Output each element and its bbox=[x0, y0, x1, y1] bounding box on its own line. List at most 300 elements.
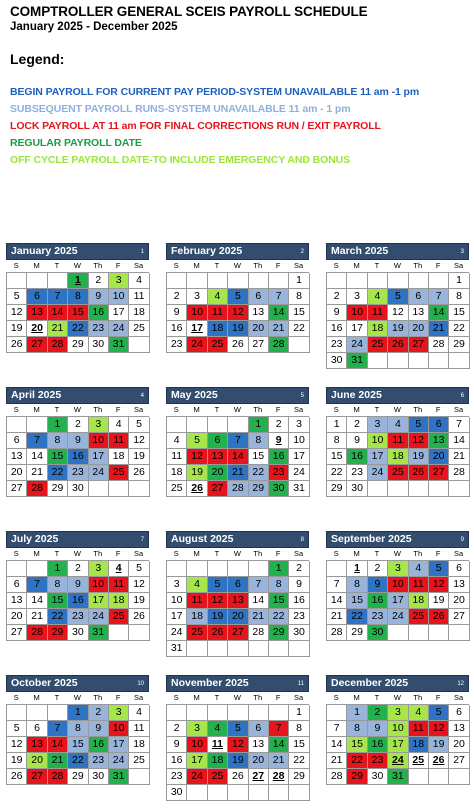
day-cell: 1 bbox=[289, 705, 309, 721]
day-cell: 7 bbox=[249, 577, 269, 593]
day-cell: 25 bbox=[109, 465, 129, 481]
weekday-label: F bbox=[435, 261, 441, 270]
day-cell: 1 bbox=[327, 417, 347, 433]
weekday-label: Th bbox=[93, 405, 103, 414]
day-cell: 5 bbox=[228, 289, 248, 305]
weekday-label: W bbox=[233, 261, 241, 270]
empty-day-cell bbox=[27, 417, 47, 433]
day-cell: 28 bbox=[269, 769, 289, 785]
day-cell: 14 bbox=[269, 305, 289, 321]
day-cell: 22 bbox=[48, 465, 68, 481]
day-cell: 24 bbox=[388, 609, 408, 625]
day-cell: 26 bbox=[129, 465, 149, 481]
day-cell: 19 bbox=[129, 593, 149, 609]
day-cell: 6 bbox=[249, 289, 269, 305]
day-cell: 1 bbox=[68, 705, 88, 721]
day-cell: 30 bbox=[368, 769, 388, 785]
empty-day-cell bbox=[327, 705, 347, 721]
empty-day-cell bbox=[327, 273, 347, 289]
day-cell: 10 bbox=[368, 433, 388, 449]
day-cell: 13 bbox=[7, 593, 27, 609]
empty-day-cell bbox=[249, 785, 269, 801]
empty-day-cell bbox=[129, 481, 149, 497]
day-cell: 7 bbox=[228, 433, 248, 449]
day-cell: 14 bbox=[228, 449, 248, 465]
empty-day-cell bbox=[208, 417, 228, 433]
day-cell: 12 bbox=[7, 737, 27, 753]
month-name: December 2025 bbox=[331, 677, 409, 689]
day-cell: 10 bbox=[187, 305, 207, 321]
legend-item: SUBSEQUENT PAYROLL RUNS-SYSTEM UNAVAILABLE 11 am - 1 pm bbox=[10, 103, 351, 115]
day-cell: 22 bbox=[68, 321, 88, 337]
month-calendar bbox=[166, 243, 309, 353]
weekday-label: Sa bbox=[133, 405, 144, 414]
day-cell: 9 bbox=[269, 433, 289, 449]
empty-day-cell bbox=[208, 641, 228, 657]
legend-item: REGULAR PAYROLL DATE bbox=[10, 137, 142, 149]
empty-day-cell bbox=[327, 561, 347, 577]
weekday-label: S bbox=[333, 261, 339, 270]
day-cell: 14 bbox=[48, 305, 68, 321]
day-cell: 16 bbox=[368, 593, 388, 609]
day-cell: 24 bbox=[89, 465, 109, 481]
day-cell: 18 bbox=[409, 737, 429, 753]
day-cell: 6 bbox=[249, 721, 269, 737]
day-cell: 30 bbox=[269, 481, 289, 497]
weekday-label: M bbox=[33, 405, 40, 414]
day-cell: 13 bbox=[249, 305, 269, 321]
day-cell: 13 bbox=[409, 305, 429, 321]
empty-day-cell bbox=[27, 705, 47, 721]
month-number: 12 bbox=[457, 681, 464, 687]
day-cell: 19 bbox=[228, 321, 248, 337]
weekday-label: W bbox=[73, 405, 81, 414]
day-cell: 18 bbox=[388, 449, 408, 465]
day-cell: 10 bbox=[89, 433, 109, 449]
day-cell: 3 bbox=[289, 417, 309, 433]
weekday-label: Sa bbox=[133, 549, 144, 558]
weekday-label: Sa bbox=[453, 549, 464, 558]
day-cell: 29 bbox=[289, 769, 309, 785]
day-grid bbox=[6, 560, 149, 641]
day-cell: 7 bbox=[269, 721, 289, 737]
day-grid bbox=[166, 560, 309, 657]
empty-day-cell bbox=[7, 705, 27, 721]
empty-day-cell bbox=[249, 273, 269, 289]
day-cell: 30 bbox=[68, 625, 88, 641]
day-cell: 27 bbox=[429, 465, 449, 481]
day-cell: 20 bbox=[249, 753, 269, 769]
weekday-label: W bbox=[233, 693, 241, 702]
day-cell: 19 bbox=[129, 449, 149, 465]
day-cell: 22 bbox=[68, 753, 88, 769]
month-calendar bbox=[6, 675, 149, 785]
day-cell: 22 bbox=[347, 609, 367, 625]
day-cell: 28 bbox=[27, 625, 47, 641]
day-cell: 26 bbox=[409, 465, 429, 481]
day-cell: 16 bbox=[68, 449, 88, 465]
weekday-label: Th bbox=[413, 693, 423, 702]
day-cell: 25 bbox=[388, 465, 408, 481]
day-cell: 23 bbox=[269, 465, 289, 481]
empty-day-cell bbox=[429, 769, 449, 785]
weekday-label: Sa bbox=[293, 405, 304, 414]
weekday-label: M bbox=[353, 261, 360, 270]
month-number: 5 bbox=[300, 393, 304, 399]
day-cell: 3 bbox=[388, 705, 408, 721]
day-cell: 24 bbox=[289, 465, 309, 481]
day-cell: 7 bbox=[48, 721, 68, 737]
day-cell: 28 bbox=[327, 625, 347, 641]
day-cell: 21 bbox=[27, 609, 47, 625]
day-cell: 17 bbox=[388, 593, 408, 609]
day-grid bbox=[166, 272, 309, 353]
empty-day-cell bbox=[368, 353, 388, 369]
weekday-label: Th bbox=[93, 693, 103, 702]
day-cell: 7 bbox=[429, 289, 449, 305]
day-cell: 13 bbox=[7, 449, 27, 465]
empty-day-cell bbox=[129, 625, 149, 641]
page-title: COMPTROLLER GENERAL SCEIS PAYROLL SCHEDULE bbox=[10, 4, 368, 19]
day-cell: 7 bbox=[27, 577, 47, 593]
day-cell: 16 bbox=[289, 593, 309, 609]
day-cell: 25 bbox=[109, 609, 129, 625]
day-cell: 4 bbox=[129, 273, 149, 289]
month-name: November 2025 bbox=[171, 677, 249, 689]
weekday-label: W bbox=[73, 549, 81, 558]
weekday-label: Th bbox=[413, 261, 423, 270]
day-cell: 11 bbox=[409, 721, 429, 737]
day-cell: 27 bbox=[249, 337, 269, 353]
weekday-label: W bbox=[73, 693, 81, 702]
day-cell: 9 bbox=[327, 305, 347, 321]
empty-day-cell bbox=[228, 561, 248, 577]
day-cell: 20 bbox=[409, 321, 429, 337]
day-grid bbox=[326, 272, 469, 369]
month-number: 4 bbox=[140, 393, 144, 399]
day-cell: 6 bbox=[449, 705, 469, 721]
day-cell: 20 bbox=[208, 465, 228, 481]
day-cell: 7 bbox=[269, 289, 289, 305]
day-cell: 26 bbox=[429, 753, 449, 769]
day-cell: 20 bbox=[27, 753, 47, 769]
weekday-label: Th bbox=[93, 549, 103, 558]
day-grid bbox=[326, 704, 469, 785]
day-cell: 23 bbox=[167, 769, 187, 785]
day-cell: 5 bbox=[7, 721, 27, 737]
day-cell: 24 bbox=[388, 753, 408, 769]
month-header bbox=[166, 531, 309, 548]
empty-day-cell bbox=[167, 561, 187, 577]
day-cell: 8 bbox=[289, 721, 309, 737]
day-cell: 13 bbox=[27, 737, 47, 753]
day-cell: 23 bbox=[368, 753, 388, 769]
day-cell: 12 bbox=[228, 305, 248, 321]
day-cell: 23 bbox=[289, 609, 309, 625]
month-calendar bbox=[6, 531, 149, 641]
day-cell: 28 bbox=[228, 481, 248, 497]
day-cell: 6 bbox=[27, 289, 47, 305]
day-cell: 2 bbox=[368, 705, 388, 721]
day-cell: 14 bbox=[48, 737, 68, 753]
empty-day-cell bbox=[7, 273, 27, 289]
day-cell: 22 bbox=[269, 609, 289, 625]
day-cell: 26 bbox=[7, 337, 27, 353]
day-cell: 9 bbox=[89, 289, 109, 305]
day-cell: 6 bbox=[228, 577, 248, 593]
empty-day-cell bbox=[228, 705, 248, 721]
day-cell: 12 bbox=[187, 449, 207, 465]
day-cell: 19 bbox=[187, 465, 207, 481]
month-calendar bbox=[6, 243, 149, 353]
day-cell: 16 bbox=[89, 737, 109, 753]
weekday-label: W bbox=[393, 693, 401, 702]
day-cell: 6 bbox=[7, 577, 27, 593]
day-cell: 17 bbox=[109, 305, 129, 321]
day-cell: 25 bbox=[409, 753, 429, 769]
day-cell: 21 bbox=[48, 321, 68, 337]
empty-day-cell bbox=[167, 705, 187, 721]
weekday-label: S bbox=[173, 261, 179, 270]
day-cell: 8 bbox=[48, 433, 68, 449]
day-cell: 27 bbox=[449, 753, 469, 769]
day-cell: 8 bbox=[269, 577, 289, 593]
day-cell: 30 bbox=[89, 337, 109, 353]
day-cell: 10 bbox=[347, 305, 367, 321]
month-number: 10 bbox=[137, 681, 144, 687]
weekday-label: M bbox=[193, 549, 200, 558]
day-cell: 23 bbox=[89, 753, 109, 769]
day-cell: 18 bbox=[109, 449, 129, 465]
day-cell: 3 bbox=[89, 561, 109, 577]
day-cell: 30 bbox=[368, 625, 388, 641]
day-cell: 19 bbox=[228, 753, 248, 769]
month-calendar bbox=[166, 387, 309, 497]
day-cell: 15 bbox=[48, 449, 68, 465]
empty-day-cell bbox=[228, 417, 248, 433]
month-header bbox=[166, 243, 309, 260]
day-cell: 21 bbox=[249, 609, 269, 625]
day-cell: 18 bbox=[129, 305, 149, 321]
day-cell: 22 bbox=[449, 321, 469, 337]
empty-day-cell bbox=[27, 561, 47, 577]
empty-day-cell bbox=[409, 353, 429, 369]
month-number: 1 bbox=[140, 249, 144, 255]
day-cell: 26 bbox=[228, 337, 248, 353]
day-cell: 29 bbox=[347, 625, 367, 641]
day-cell: 13 bbox=[429, 433, 449, 449]
day-cell: 20 bbox=[7, 465, 27, 481]
day-cell: 7 bbox=[327, 577, 347, 593]
weekday-label: W bbox=[73, 261, 81, 270]
empty-day-cell bbox=[269, 273, 289, 289]
day-cell: 6 bbox=[208, 433, 228, 449]
weekday-label: T bbox=[374, 549, 380, 558]
day-cell: 24 bbox=[167, 625, 187, 641]
weekday-row bbox=[6, 692, 149, 704]
day-cell: 17 bbox=[187, 753, 207, 769]
day-cell: 15 bbox=[347, 593, 367, 609]
month-number: 6 bbox=[460, 393, 464, 399]
day-cell: 15 bbox=[68, 305, 88, 321]
weekday-label: M bbox=[193, 405, 200, 414]
legend-item: LOCK PAYROLL AT 11 am FOR FINAL CORRECTIONS RUN / EXIT PAYROLL bbox=[10, 120, 381, 132]
day-cell: 7 bbox=[48, 289, 68, 305]
day-cell: 19 bbox=[429, 593, 449, 609]
day-cell: 25 bbox=[187, 625, 207, 641]
day-cell: 18 bbox=[129, 737, 149, 753]
day-cell: 18 bbox=[208, 321, 228, 337]
day-cell: 23 bbox=[368, 609, 388, 625]
day-cell: 23 bbox=[347, 465, 367, 481]
weekday-label: Sa bbox=[453, 261, 464, 270]
day-cell: 9 bbox=[68, 577, 88, 593]
empty-day-cell bbox=[388, 353, 408, 369]
day-cell: 4 bbox=[208, 721, 228, 737]
day-cell: 9 bbox=[89, 721, 109, 737]
day-cell: 16 bbox=[368, 737, 388, 753]
day-cell: 9 bbox=[167, 737, 187, 753]
day-cell: 15 bbox=[347, 737, 367, 753]
day-cell: 20 bbox=[249, 321, 269, 337]
day-cell: 24 bbox=[187, 337, 207, 353]
day-cell: 1 bbox=[289, 273, 309, 289]
day-cell: 13 bbox=[27, 305, 47, 321]
page-subtitle: January 2025 - December 2025 bbox=[10, 21, 178, 33]
day-cell: 10 bbox=[388, 577, 408, 593]
month-header bbox=[6, 387, 149, 404]
day-cell: 22 bbox=[327, 465, 347, 481]
day-cell: 12 bbox=[409, 433, 429, 449]
day-cell: 21 bbox=[429, 321, 449, 337]
day-cell: 25 bbox=[129, 753, 149, 769]
day-cell: 15 bbox=[68, 737, 88, 753]
day-cell: 12 bbox=[228, 737, 248, 753]
weekday-label: M bbox=[353, 405, 360, 414]
empty-day-cell bbox=[269, 641, 289, 657]
weekday-label: W bbox=[233, 405, 241, 414]
weekday-label: F bbox=[435, 405, 441, 414]
day-cell: 12 bbox=[208, 593, 228, 609]
weekday-label: T bbox=[374, 405, 380, 414]
day-cell: 8 bbox=[449, 289, 469, 305]
day-cell: 11 bbox=[109, 433, 129, 449]
empty-day-cell bbox=[388, 273, 408, 289]
empty-day-cell bbox=[187, 273, 207, 289]
weekday-label: F bbox=[275, 261, 281, 270]
legend bbox=[10, 84, 419, 169]
day-cell: 28 bbox=[48, 337, 68, 353]
day-cell: 6 bbox=[449, 561, 469, 577]
day-cell: 9 bbox=[68, 433, 88, 449]
day-cell: 4 bbox=[129, 705, 149, 721]
day-cell: 14 bbox=[449, 433, 469, 449]
weekday-label: M bbox=[33, 261, 40, 270]
month-name: May 2025 bbox=[171, 389, 218, 401]
weekday-label: Th bbox=[413, 405, 423, 414]
empty-day-cell bbox=[7, 417, 27, 433]
empty-day-cell bbox=[409, 625, 429, 641]
month-name: April 2025 bbox=[11, 389, 62, 401]
day-cell: 10 bbox=[109, 721, 129, 737]
day-cell: 16 bbox=[327, 321, 347, 337]
day-cell: 16 bbox=[269, 449, 289, 465]
day-cell: 16 bbox=[167, 321, 187, 337]
day-cell: 17 bbox=[368, 449, 388, 465]
day-cell: 25 bbox=[208, 769, 228, 785]
month-number: 7 bbox=[140, 537, 144, 543]
empty-day-cell bbox=[429, 625, 449, 641]
month-header bbox=[326, 243, 469, 260]
day-cell: 14 bbox=[27, 449, 47, 465]
day-cell: 22 bbox=[249, 465, 269, 481]
day-cell: 23 bbox=[327, 337, 347, 353]
day-cell: 21 bbox=[269, 321, 289, 337]
weekday-label: Th bbox=[93, 261, 103, 270]
weekday-label: S bbox=[13, 261, 19, 270]
day-cell: 12 bbox=[129, 577, 149, 593]
day-cell: 25 bbox=[409, 609, 429, 625]
day-cell: 31 bbox=[109, 337, 129, 353]
day-cell: 1 bbox=[347, 561, 367, 577]
day-cell: 30 bbox=[68, 481, 88, 497]
weekday-label: T bbox=[214, 261, 220, 270]
month-name: January 2025 bbox=[11, 245, 78, 257]
weekday-label: T bbox=[54, 405, 60, 414]
day-cell: 10 bbox=[89, 577, 109, 593]
empty-day-cell bbox=[388, 625, 408, 641]
day-cell: 10 bbox=[289, 433, 309, 449]
day-cell: 17 bbox=[89, 593, 109, 609]
month-calendar bbox=[166, 531, 309, 657]
day-cell: 12 bbox=[129, 433, 149, 449]
day-cell: 27 bbox=[7, 625, 27, 641]
day-cell: 1 bbox=[269, 561, 289, 577]
day-cell: 29 bbox=[449, 337, 469, 353]
empty-day-cell bbox=[289, 641, 309, 657]
schedule-header bbox=[10, 4, 368, 35]
weekday-label: M bbox=[193, 261, 200, 270]
day-cell: 22 bbox=[347, 753, 367, 769]
day-grid bbox=[166, 416, 309, 497]
day-cell: 1 bbox=[68, 273, 88, 289]
weekday-label: W bbox=[393, 405, 401, 414]
weekday-row bbox=[6, 548, 149, 560]
weekday-label: F bbox=[115, 549, 121, 558]
day-cell: 15 bbox=[327, 449, 347, 465]
day-cell: 15 bbox=[249, 449, 269, 465]
weekday-label: M bbox=[353, 549, 360, 558]
empty-day-cell bbox=[409, 273, 429, 289]
day-cell: 5 bbox=[208, 577, 228, 593]
month-calendar bbox=[326, 243, 469, 369]
weekday-label: S bbox=[173, 693, 179, 702]
day-cell: 26 bbox=[7, 769, 27, 785]
day-cell: 3 bbox=[187, 289, 207, 305]
empty-day-cell bbox=[48, 273, 68, 289]
day-cell: 11 bbox=[208, 305, 228, 321]
day-cell: 6 bbox=[429, 417, 449, 433]
day-cell: 3 bbox=[388, 561, 408, 577]
day-cell: 19 bbox=[7, 753, 27, 769]
day-cell: 11 bbox=[208, 737, 228, 753]
day-cell: 5 bbox=[129, 417, 149, 433]
day-cell: 2 bbox=[347, 417, 367, 433]
day-cell: 18 bbox=[167, 465, 187, 481]
day-cell: 14 bbox=[327, 737, 347, 753]
day-cell: 4 bbox=[109, 561, 129, 577]
weekday-row bbox=[326, 404, 469, 416]
